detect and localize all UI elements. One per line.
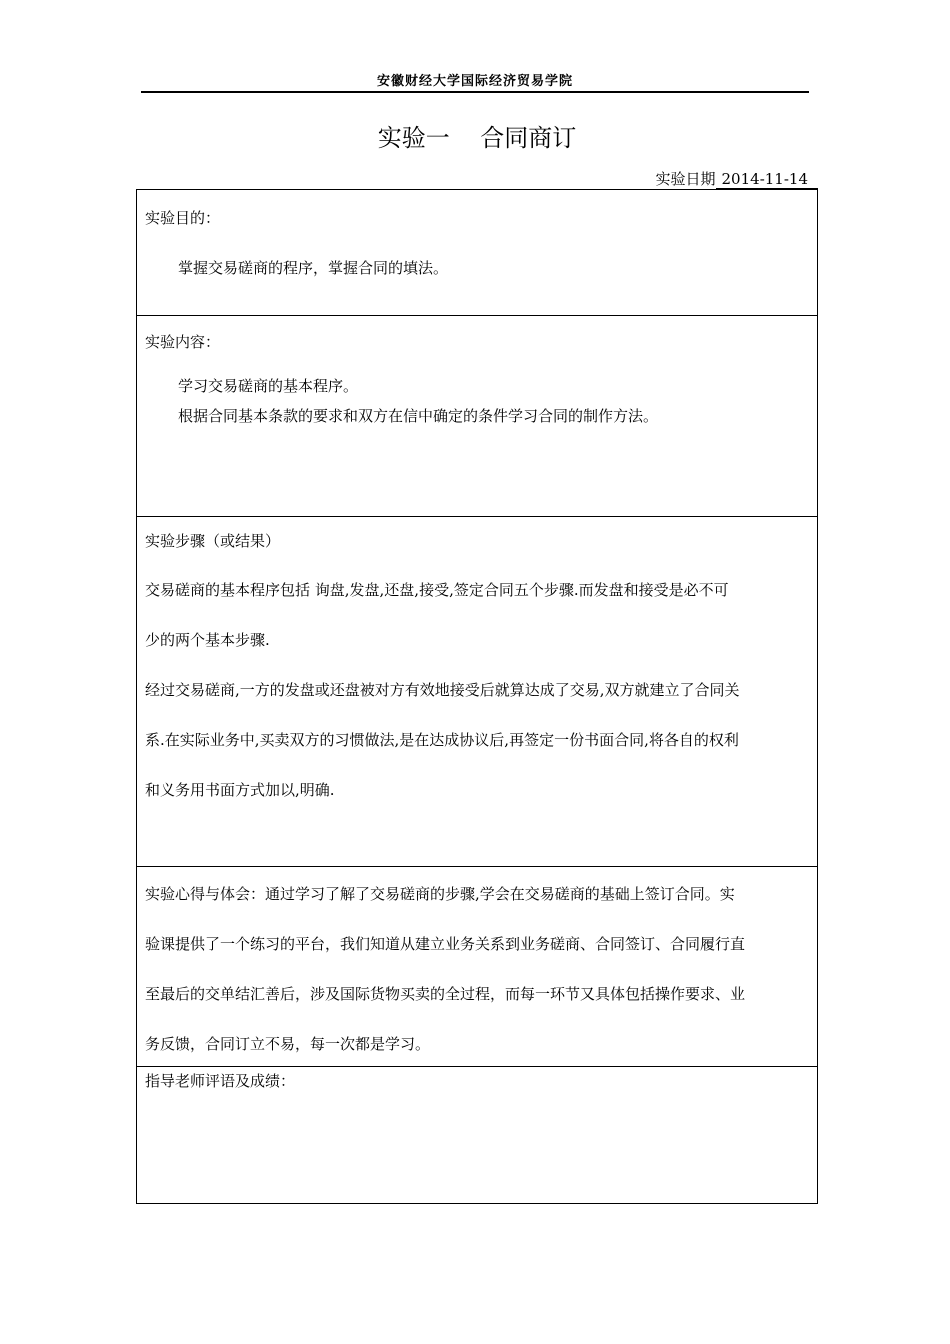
- section-purpose: [137, 190, 817, 316]
- section-content: [137, 316, 817, 517]
- date-value: 2014-11-14: [716, 170, 818, 189]
- institution-header: 安徽财经大学国际经济贸易学院: [376, 74, 573, 89]
- purpose-text: 掌握交易磋商的程序，掌握合同的填法。: [178, 259, 449, 277]
- purpose-label: 实验目的：: [145, 209, 221, 227]
- reflection-line: 务反馈，合同订立不易，每一次都是学习。: [145, 1035, 431, 1053]
- steps-line: 和义务用书面方式加以,明确.: [145, 781, 335, 799]
- date-label: 实验日期: [655, 170, 716, 188]
- content-label: 实验内容：: [145, 333, 221, 351]
- steps-line: 交易磋商的基本程序包括 询盘,发盘,还盘,接受,签定合同五个步骤.而发盘和接受是必不可: [145, 581, 729, 599]
- steps-line: 少的两个基本步骤.: [145, 631, 270, 649]
- reflection-line: 至最后的交单结汇善后，涉及国际货物买卖的全过程，而每一环节又具体包括操作要求、业: [145, 985, 746, 1003]
- section-steps: [137, 517, 817, 867]
- comment-label: 指导老师评语及成绩：: [145, 1072, 296, 1090]
- steps-line: 经过交易磋商,一方的发盘或还盘被对方有效地接受后就算达成了交易,双方就建立了合同关: [145, 681, 740, 699]
- section-comment: [137, 1067, 817, 1203]
- content-line: 根据合同基本条款的要求和双方在信中确定的条件学习合同的制作方法。: [178, 407, 659, 425]
- header-rule: [141, 91, 809, 93]
- experiment-date: [656, 168, 819, 189]
- report-table: [136, 189, 818, 1204]
- steps-label: 实验步骤（或结果）: [145, 532, 281, 550]
- steps-line: 系.在实际业务中,买卖双方的习惯做法,是在达成协议后,再签定一份书面合同,将各自的权利: [145, 731, 739, 749]
- page-title: 实验一 合同商订: [377, 124, 577, 152]
- reflection-line: 验课提供了一个练习的平台，我们知道从建立业务关系到业务磋商、合同签订、合同履行直: [145, 935, 746, 953]
- reflection-line: 实验心得与体会：通过学习了解了交易磋商的步骤,学会在交易磋商的基础上签订合同。实: [145, 885, 735, 903]
- content-line: 学习交易磋商的基本程序。: [178, 377, 359, 395]
- section-reflection: [137, 867, 817, 1067]
